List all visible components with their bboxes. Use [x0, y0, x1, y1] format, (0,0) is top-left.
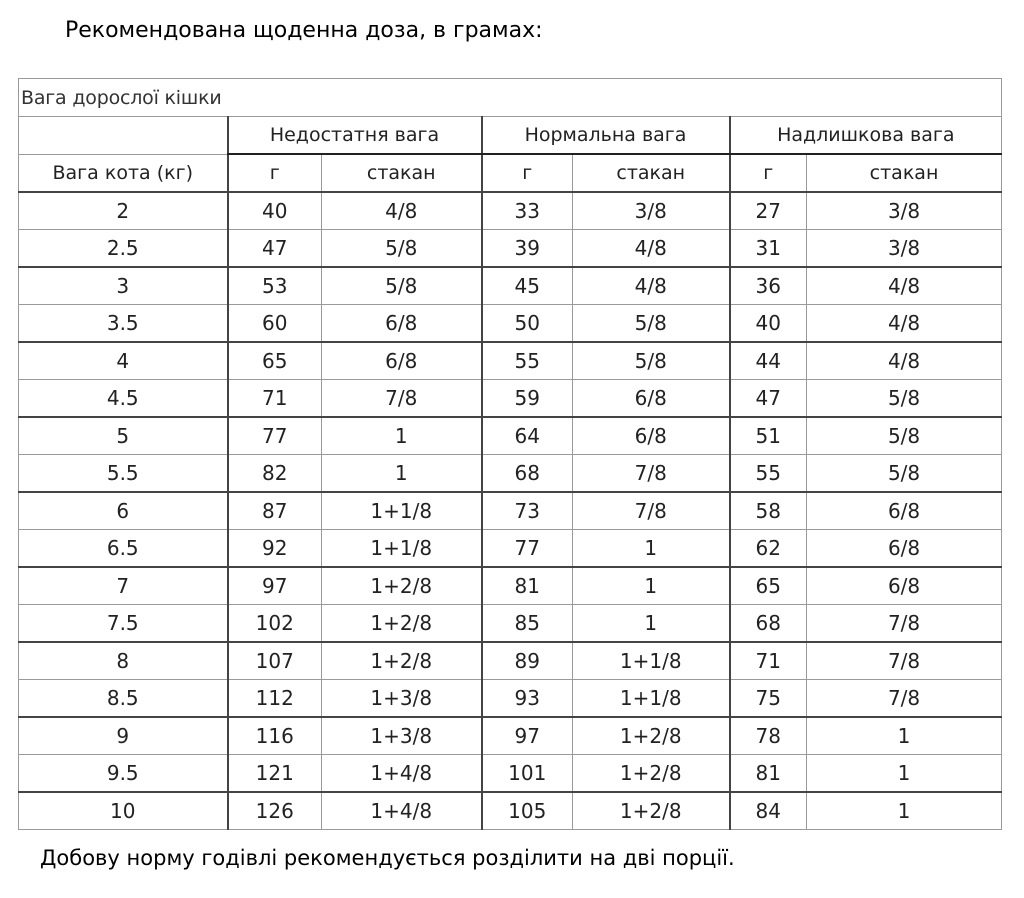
cups-cell: 4/8	[807, 342, 1002, 380]
grams-cell: 105	[482, 792, 573, 830]
group-header-normal: Нормальна вага	[482, 117, 730, 155]
cups-cell: 5/8	[807, 417, 1002, 455]
unit-cup-header: стакан	[807, 154, 1002, 192]
grams-cell: 107	[228, 642, 322, 680]
grams-cell: 97	[482, 717, 573, 755]
cups-cell: 6/8	[322, 342, 482, 380]
cups-cell: 1+2/8	[322, 567, 482, 605]
table-row	[19, 605, 1002, 643]
cups-cell: 6/8	[807, 567, 1002, 605]
cups-cell: 1	[322, 455, 482, 493]
grams-cell: 126	[228, 792, 322, 830]
grams-cell: 45	[482, 267, 573, 305]
grams-cell: 44	[730, 342, 807, 380]
grams-cell: 51	[730, 417, 807, 455]
cups-cell: 6/8	[573, 417, 730, 455]
cups-cell: 7/8	[573, 492, 730, 530]
table-row	[19, 717, 1002, 755]
grams-cell: 87	[228, 492, 322, 530]
cups-cell: 5/8	[573, 305, 730, 343]
weight-cell: 8	[19, 642, 228, 680]
cups-cell: 1	[807, 755, 1002, 793]
weight-cell: 9.5	[19, 755, 228, 793]
unit-g-header: г	[228, 154, 322, 192]
table-row	[19, 492, 1002, 530]
grams-cell: 121	[228, 755, 322, 793]
table-row	[19, 567, 1002, 605]
cups-cell: 4/8	[322, 192, 482, 230]
cups-cell: 1	[807, 792, 1002, 830]
group-header-overweight: Надлишкова вага	[730, 117, 1002, 155]
cups-cell: 5/8	[322, 267, 482, 305]
cups-cell: 3/8	[573, 192, 730, 230]
weight-cell: 3.5	[19, 305, 228, 343]
cups-cell: 7/8	[807, 605, 1002, 643]
weight-cell: 6.5	[19, 530, 228, 568]
grams-cell: 68	[730, 605, 807, 643]
grams-cell: 55	[730, 455, 807, 493]
cups-cell: 7/8	[807, 642, 1002, 680]
grams-cell: 60	[228, 305, 322, 343]
cups-cell: 5/8	[322, 230, 482, 268]
grams-cell: 64	[482, 417, 573, 455]
grams-cell: 71	[730, 642, 807, 680]
cups-cell: 1+2/8	[573, 792, 730, 830]
grams-cell: 71	[228, 380, 322, 418]
grams-cell: 39	[482, 230, 573, 268]
cups-cell: 5/8	[807, 380, 1002, 418]
grams-cell: 116	[228, 717, 322, 755]
grams-cell: 92	[228, 530, 322, 568]
cups-cell: 1+2/8	[322, 605, 482, 643]
cups-cell: 1	[322, 417, 482, 455]
unit-g-header: г	[482, 154, 573, 192]
cups-cell: 4/8	[573, 267, 730, 305]
grams-cell: 81	[482, 567, 573, 605]
cups-cell: 4/8	[807, 267, 1002, 305]
table-row	[19, 192, 1002, 230]
table-row	[19, 417, 1002, 455]
table-row	[19, 267, 1002, 305]
cups-cell: 1+4/8	[322, 792, 482, 830]
feeding-table	[18, 78, 1002, 830]
cups-cell: 6/8	[807, 530, 1002, 568]
cups-cell: 6/8	[573, 380, 730, 418]
cups-cell: 1	[573, 605, 730, 643]
cups-cell: 1+1/8	[322, 492, 482, 530]
cups-cell: 1+1/8	[322, 530, 482, 568]
unit-header-row	[19, 154, 1002, 192]
table-row	[19, 342, 1002, 380]
weight-cell: 4.5	[19, 380, 228, 418]
grams-cell: 84	[730, 792, 807, 830]
cups-cell: 1+3/8	[322, 717, 482, 755]
grams-cell: 53	[228, 267, 322, 305]
weight-cell: 5.5	[19, 455, 228, 493]
weight-cell: 2	[19, 192, 228, 230]
grams-cell: 59	[482, 380, 573, 418]
grams-cell: 65	[228, 342, 322, 380]
grams-cell: 112	[228, 680, 322, 718]
footer-note: Добову норму годівлі рекомендується розділити на дві порції.	[40, 846, 735, 870]
grams-cell: 27	[730, 192, 807, 230]
table-row	[19, 530, 1002, 568]
table-row	[19, 305, 1002, 343]
cups-cell: 4/8	[573, 230, 730, 268]
grams-cell: 40	[228, 192, 322, 230]
table-row	[19, 792, 1002, 830]
grams-cell: 58	[730, 492, 807, 530]
cups-cell: 4/8	[807, 305, 1002, 343]
grams-cell: 68	[482, 455, 573, 493]
weight-column-header: Вага кота (кг)	[19, 154, 228, 192]
cups-cell: 7/8	[322, 380, 482, 418]
table-row	[19, 755, 1002, 793]
cups-cell: 1+2/8	[322, 642, 482, 680]
table-row	[19, 680, 1002, 718]
group-header-row	[19, 117, 1002, 155]
weight-cell: 5	[19, 417, 228, 455]
weight-cell: 10	[19, 792, 228, 830]
weight-cell: 6	[19, 492, 228, 530]
cups-cell: 5/8	[807, 455, 1002, 493]
grams-cell: 82	[228, 455, 322, 493]
grams-cell: 33	[482, 192, 573, 230]
table-title: Вага дорослої кішки	[19, 79, 1002, 117]
cups-cell: 1+2/8	[573, 717, 730, 755]
weight-cell: 8.5	[19, 680, 228, 718]
weight-cell: 2.5	[19, 230, 228, 268]
cups-cell: 6/8	[807, 492, 1002, 530]
grams-cell: 101	[482, 755, 573, 793]
weight-cell: 9	[19, 717, 228, 755]
grams-cell: 73	[482, 492, 573, 530]
page-heading: Рекомендована щоденна доза, в грамах:	[65, 18, 543, 43]
grams-cell: 36	[730, 267, 807, 305]
cups-cell: 1+1/8	[573, 642, 730, 680]
cups-cell: 3/8	[807, 230, 1002, 268]
grams-cell: 97	[228, 567, 322, 605]
weight-cell: 7.5	[19, 605, 228, 643]
unit-cup-header: стакан	[322, 154, 482, 192]
cups-cell: 1+3/8	[322, 680, 482, 718]
cups-cell: 1	[807, 717, 1002, 755]
cups-cell: 7/8	[573, 455, 730, 493]
table-row	[19, 230, 1002, 268]
grams-cell: 102	[228, 605, 322, 643]
cups-cell: 6/8	[322, 305, 482, 343]
grams-cell: 85	[482, 605, 573, 643]
cups-cell: 1	[573, 567, 730, 605]
grams-cell: 93	[482, 680, 573, 718]
grams-cell: 75	[730, 680, 807, 718]
cups-cell: 1+4/8	[322, 755, 482, 793]
grams-cell: 77	[228, 417, 322, 455]
cups-cell: 1+1/8	[573, 680, 730, 718]
table-row	[19, 380, 1002, 418]
grams-cell: 31	[730, 230, 807, 268]
blank-header-cell	[19, 117, 228, 155]
cups-cell: 1+2/8	[573, 755, 730, 793]
grams-cell: 62	[730, 530, 807, 568]
grams-cell: 89	[482, 642, 573, 680]
cups-cell: 1	[573, 530, 730, 568]
group-header-underweight: Недостатня вага	[228, 117, 482, 155]
unit-g-header: г	[730, 154, 807, 192]
weight-cell: 4	[19, 342, 228, 380]
cups-cell: 5/8	[573, 342, 730, 380]
grams-cell: 81	[730, 755, 807, 793]
grams-cell: 77	[482, 530, 573, 568]
cups-cell: 3/8	[807, 192, 1002, 230]
grams-cell: 47	[730, 380, 807, 418]
grams-cell: 40	[730, 305, 807, 343]
table-row	[19, 455, 1002, 493]
weight-cell: 3	[19, 267, 228, 305]
unit-cup-header: стакан	[573, 154, 730, 192]
grams-cell: 78	[730, 717, 807, 755]
grams-cell: 55	[482, 342, 573, 380]
grams-cell: 65	[730, 567, 807, 605]
weight-cell: 7	[19, 567, 228, 605]
grams-cell: 50	[482, 305, 573, 343]
table-row	[19, 642, 1002, 680]
cups-cell: 7/8	[807, 680, 1002, 718]
grams-cell: 47	[228, 230, 322, 268]
table-title-row	[19, 79, 1002, 117]
